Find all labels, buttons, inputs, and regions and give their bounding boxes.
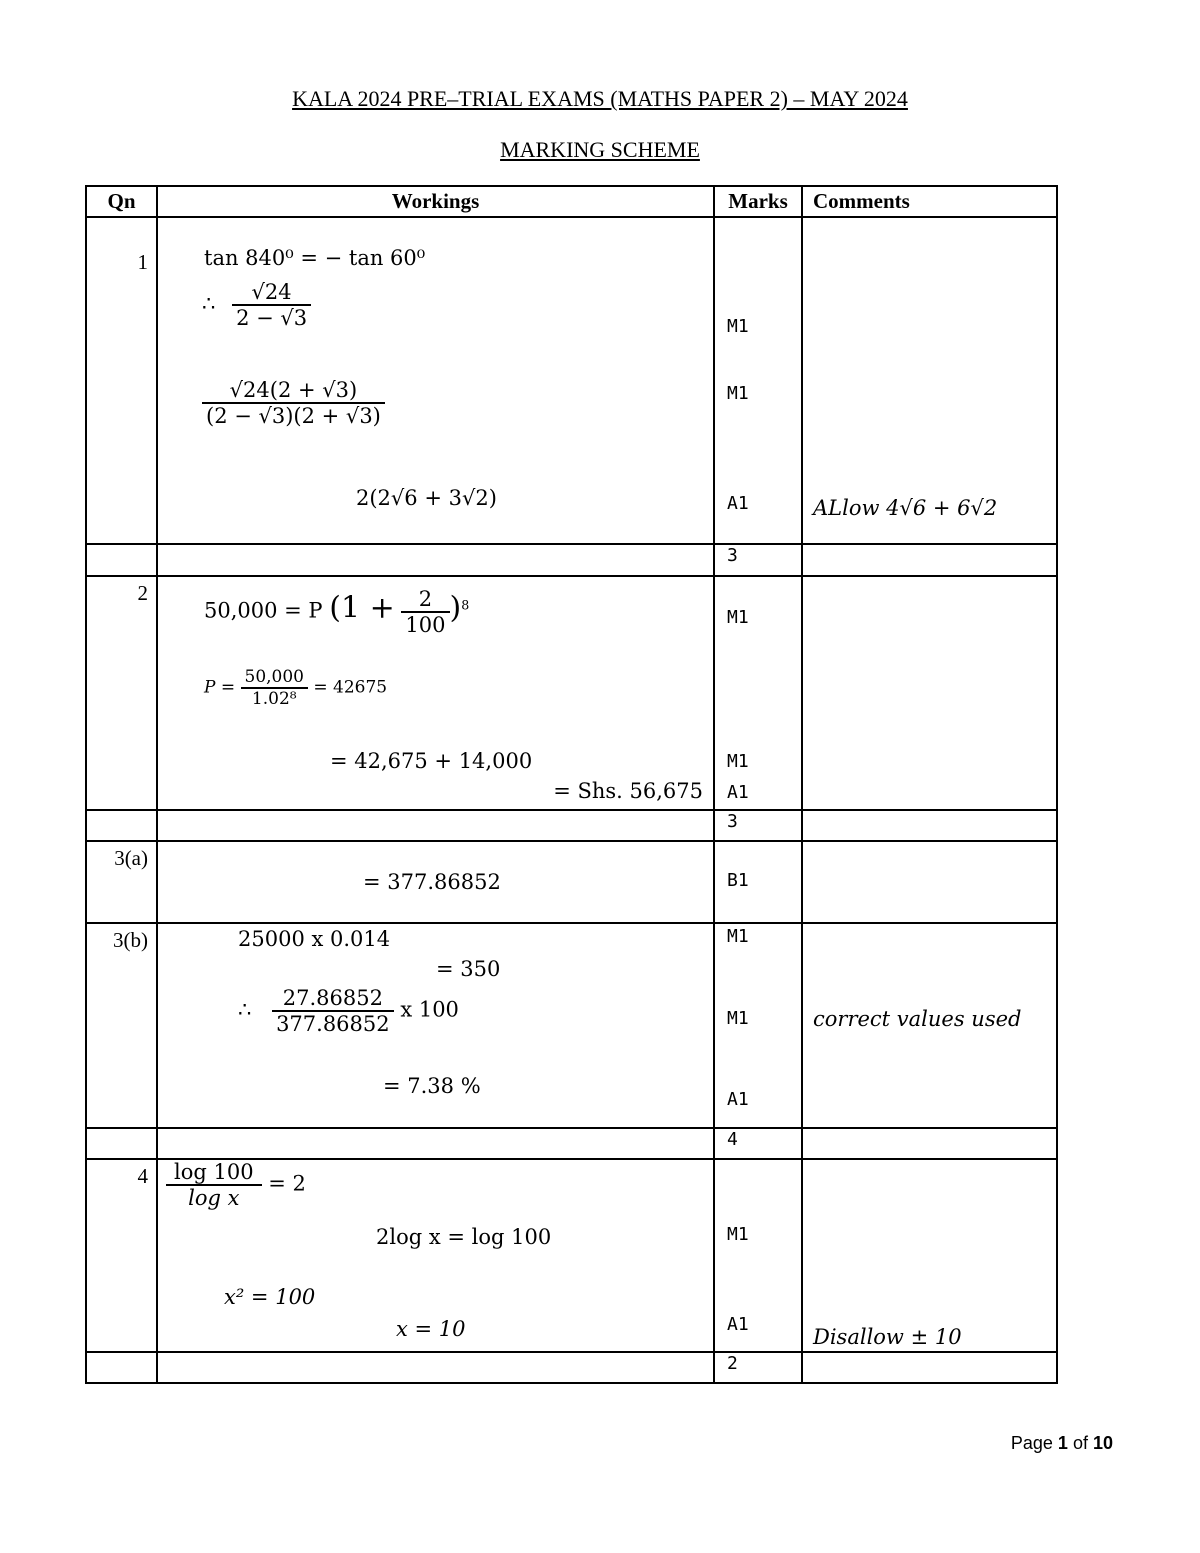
- workings-cell: [157, 217, 714, 544]
- header-comments: Comments: [802, 186, 1057, 217]
- qn-cell: 2: [86, 576, 157, 810]
- mark: M1: [727, 926, 749, 947]
- marks-cell: [714, 923, 802, 1128]
- q4-comment: Disallow ± 10: [813, 1325, 962, 1349]
- mark: M1: [727, 383, 749, 404]
- q1-comment: ALlow 4√6 + 6√2: [813, 496, 998, 520]
- comments-cell: [802, 923, 1057, 1128]
- table-row-q1: [86, 217, 1057, 544]
- marks-cell: [714, 576, 802, 810]
- q1-fraction2: [202, 378, 385, 428]
- header-workings: Workings: [157, 186, 714, 217]
- total-marks: 4: [714, 1128, 802, 1159]
- q4-line3: x² = 100: [224, 1285, 316, 1309]
- q3b-fraction: $\frac{27.86852}{377.86852}$: [272, 986, 394, 1036]
- total-marks: 3: [714, 544, 802, 576]
- mark: A1: [727, 782, 749, 803]
- q4-line4: x = 10: [396, 1317, 466, 1341]
- mark: A1: [727, 1089, 749, 1110]
- mark: A1: [727, 493, 749, 514]
- qn-cell: 4: [86, 1159, 157, 1352]
- mark: M1: [727, 1008, 749, 1029]
- page-total: 10: [1092, 1433, 1113, 1453]
- comments-cell: [802, 217, 1057, 544]
- mark: M1: [727, 1224, 749, 1245]
- table-row-q3a: [86, 841, 1057, 923]
- marks-cell: [714, 841, 802, 923]
- q2-final: = Shs. 56,675: [553, 779, 703, 803]
- table-header-row: [86, 186, 1057, 217]
- total-row-q1: [86, 544, 1057, 576]
- page-number: 1: [1057, 1433, 1068, 1453]
- table-row-q4: [86, 1159, 1057, 1352]
- q4-line2: 2log x = log 100: [376, 1225, 552, 1249]
- q1-line1: tan 840⁰ = − tan 60⁰: [204, 246, 426, 270]
- q3b-line2: = 350: [436, 957, 501, 981]
- total-row-q3: [86, 1128, 1057, 1159]
- mark: M1: [727, 316, 749, 337]
- total-marks: 3: [714, 810, 802, 841]
- total-row-q4: [86, 1352, 1057, 1383]
- mark: M1: [727, 607, 749, 628]
- marking-scheme-table: [85, 185, 1058, 1384]
- q4-fraction-line: $\frac{\log 100}{\text{log x}}$ = 2: [166, 1160, 306, 1210]
- table-row-q2: [86, 576, 1057, 810]
- comments-cell: [802, 841, 1057, 923]
- comments-cell: [802, 576, 1057, 810]
- marks-cell: [714, 1159, 802, 1352]
- q3a-line: = 377.86852: [363, 870, 501, 894]
- total-row-q2: [86, 810, 1057, 841]
- fraction-denominator: (2 − √3)(2 + √3): [206, 404, 381, 428]
- q1-result: 2(2√6 + 3√2): [356, 486, 497, 510]
- fraction-numerator: √24: [232, 280, 311, 306]
- marks-cell: [714, 217, 802, 544]
- header-qn: Qn: [86, 186, 157, 217]
- table-row-q3b: [86, 923, 1057, 1128]
- qn-cell: 3(a): [86, 841, 157, 923]
- q2-sum: = 42,675 + 14,000: [330, 749, 533, 773]
- comments-cell: [802, 1159, 1057, 1352]
- q2-equation: 50,000 = P (1 + $\frac{2}{100}$ )$^8$: [204, 587, 470, 637]
- therefore-symbol: ∴: [238, 997, 252, 1022]
- q3b-comment: correct values used: [813, 1007, 1022, 1031]
- total-marks: 2: [714, 1352, 802, 1383]
- workings-cell: 25000 x 0.014 = 350 ∴ $\frac{27.86852}{377.86852}$ x 100 = 7.38 %: [157, 923, 714, 1128]
- qn-cell: 1: [86, 217, 157, 544]
- q3b-result: = 7.38 %: [383, 1074, 481, 1098]
- workings-cell: [157, 1159, 714, 1352]
- q2-p-equation: P = $\frac{50,000}{\text{1.02⁸}}$ = 42675: [204, 667, 388, 709]
- fraction-denominator: 2 − √3: [236, 306, 308, 330]
- workings-cell: [157, 576, 714, 810]
- therefore-symbol: ∴: [202, 291, 216, 316]
- qn-cell: 3(b): [86, 923, 157, 1128]
- document-subtitle: MARKING SCHEME: [500, 137, 700, 162]
- header-marks: Marks: [714, 186, 802, 217]
- page-footer: Page 1 of 10: [1010, 1433, 1113, 1453]
- q3b-line1: 25000 x 0.014: [238, 927, 391, 951]
- fraction-numerator: √24(2 + √3): [202, 378, 385, 404]
- q1-fraction1: [232, 280, 311, 330]
- document-title: KALA 2024 PRE–TRIAL EXAMS (MATHS PAPER 2) – MAY 2024: [292, 86, 908, 111]
- mark: B1: [727, 870, 749, 891]
- workings-cell: [157, 841, 714, 923]
- mark: M1: [727, 751, 749, 772]
- mark: A1: [727, 1314, 749, 1335]
